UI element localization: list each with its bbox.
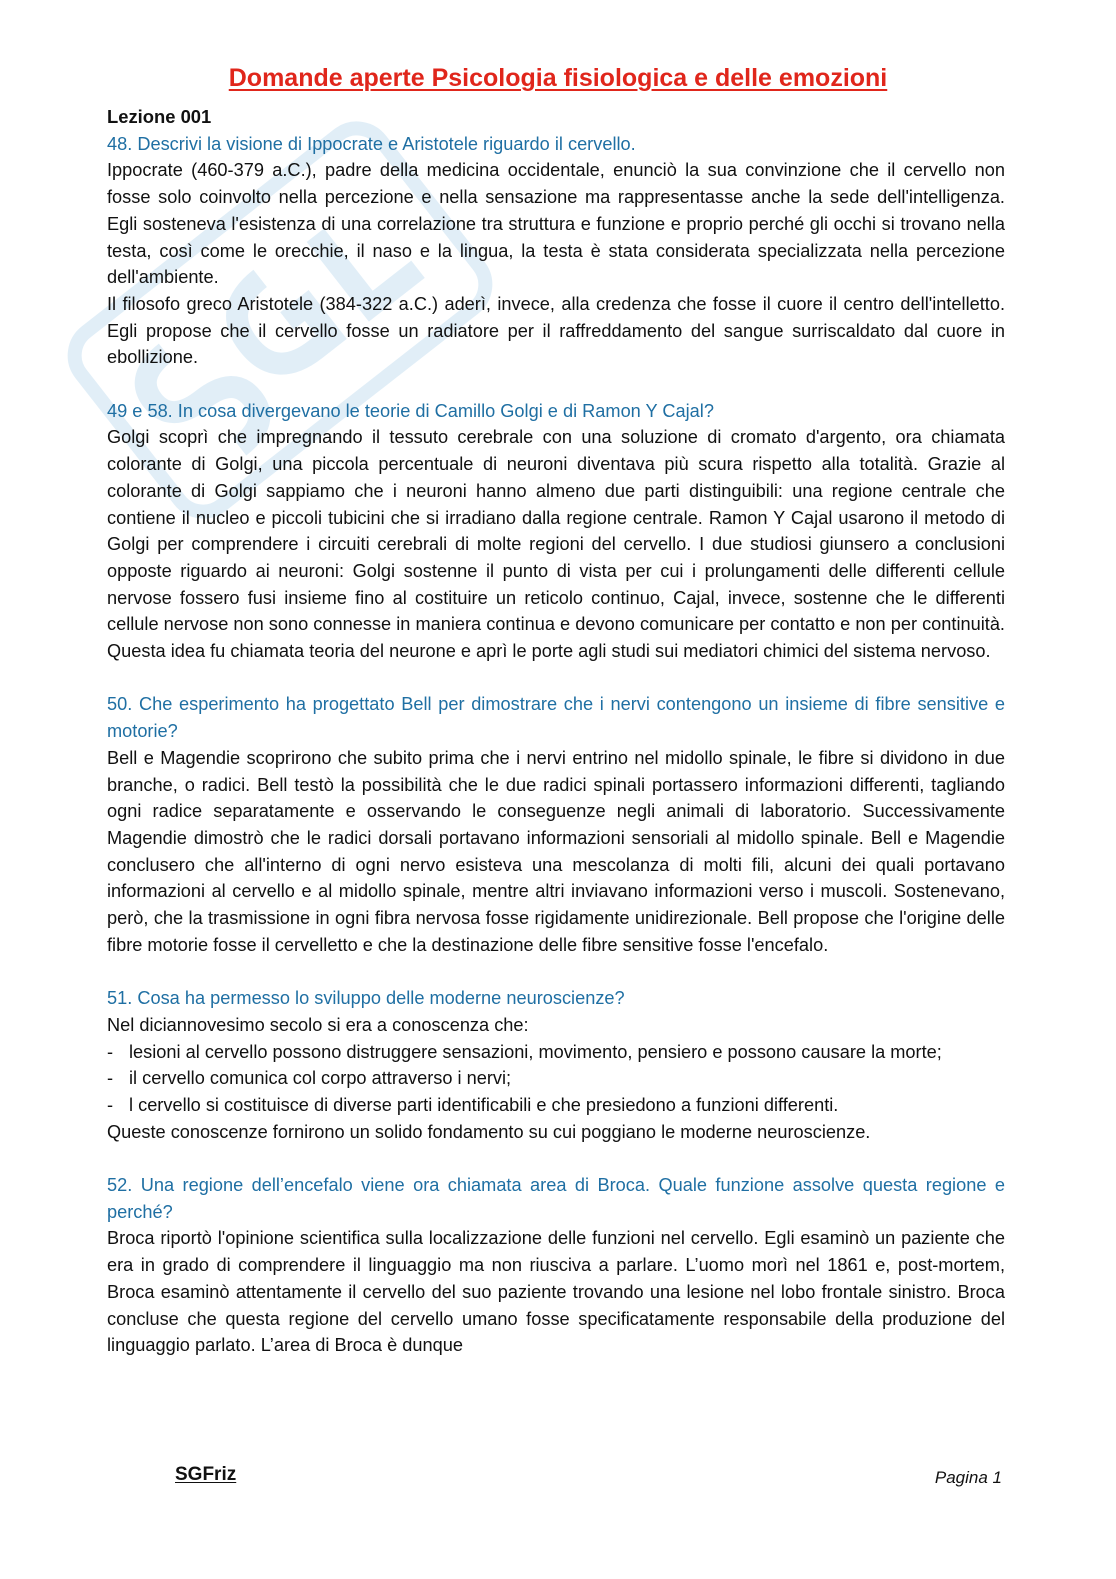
- document-body: [107, 104, 1005, 1359]
- page-number: Pagina 1: [934, 1468, 1002, 1487]
- list-item: - il cervello comunica col corpo attraverso i nervi;: [107, 1065, 1005, 1092]
- lesson-heading: Lezione 001: [107, 106, 212, 127]
- footer-author: SGFriz: [175, 1464, 237, 1485]
- answer-paragraph: Golgi scoprì che impregnando il tessuto cerebrale con una soluzione di cromato d'argento, ora chiamata colorante di Golgi, una piccola percentuale di neuroni diventava più scura rispetto alla totalità. Grazie al colorante di Golgi sappiamo che i neuroni hanno almeno due parti distinguibili: una regione centrale che contiene il nucleo e piccoli tubicini che si irradiano dalla regione centrale. Ramon Y Cajal usarono il metodo di Golgi per comprendere i circuiti cerebrali di molte regioni del cervello. I due studiosi giunsero a conclusioni opposte riguardo ai neuroni: Golgi sostenne il punto di vista per cui i prolungamenti delle differenti cellule nervose fossero fusi insieme fino al costituire un reticolo continuo, Cajal, invece, sostenne che le differenti cellule nervose non sono connesse in maniera continua e devono comunicare per contatto e non per continuità. Questa idea fu chiamata teoria del neurone e aprì le porte agli studi sui mediatori chimici del sistema nervoso.: [107, 427, 1005, 662]
- dash-list: [107, 1039, 1005, 1119]
- answer-paragraph: Bell e Magendie scoprirono che subito prima che i nervi entrino nel midollo spinale, le fibre si dividono in due branche, o radici. Bell testò la possibilità che le due radici spinali portassero informazioni differenti, tagliando ogni radice separatamente e osservando le conseguenze negli animali di laboratorio. Successivamente Magendie dimostrò che le radici dorsali portavano informazioni sensoriali al midollo spinale. Bell e Magendie conclusero che all'interno di ogni nervo esisteva una mescolanza di molti fili, alcuni dei quali portavano informazioni al cervello e al midollo spinale, mentre altri inviavano informazioni verso i muscoli. Sostenevano, però, che la trasmissione in ogni fibra nervosa fosse rigidamente unidirezionale. Bell propose che l'origine delle fibre motorie fosse il cervelletto e che la destinazione delle fibre sensitive fosse l'encefalo.: [107, 747, 1005, 955]
- page-title: Domande aperte Psicologia fisiologica e delle emozioni: [228, 64, 888, 92]
- answer-intro: Nel diciannovesimo secolo si era a conoscenza che:: [107, 1014, 529, 1035]
- question-heading: 49 e 58. In cosa divergevano le teorie di Camillo Golgi e di Ramon Y Cajal?: [107, 400, 714, 421]
- answer-outro: Queste conoscenze fornirono un solido fondamento su cui poggiano le moderne neuroscienze.: [107, 1121, 871, 1142]
- list-item: - lesioni al cervello possono distruggere sensazioni, movimento, pensiero e possono causare la morte;: [107, 1039, 1005, 1066]
- list-item: - l cervello si costituisce di diverse parti identificabili e che presiedono a funzioni differenti.: [107, 1092, 1005, 1119]
- question-heading: 50. Che esperimento ha progettato Bell per dimostrare che i nervi contengono un insieme di fibre sensitive e motorie?: [107, 694, 1005, 742]
- answer-paragraph: Il filosofo greco Aristotele (384-322 a.C.) aderì, invece, alla credenza che fosse il cuore il centro dell'intelletto. Egli propose che il cervello fosse un radiatore per il raffreddamento del sangue surriscaldato dal cuore in ebollizione.: [107, 293, 1005, 368]
- question-heading: 51. Cosa ha permesso lo sviluppo delle moderne neuroscienze?: [107, 988, 625, 1009]
- answer-paragraph: Broca riportò l'opinione scientifica sulla localizzazione delle funzioni nel cervello. Egli esaminò un paziente che era in grado di comprendere il linguaggio ma non riusciva a parlare. L’uomo morì nel 1861 e, post-mortem, Broca esaminò attentamente il cervello del suo paziente trovando una lesione nel lobo frontale sinistro. Broca concluse che questa regione del cervello umano fosse specificatamente responsabile della produzione del linguaggio parlato. L’area di Broca è dunque: [107, 1228, 1005, 1356]
- question-heading: 52. Una regione dell’encefalo viene ora chiamata area di Broca. Quale funzione assolve questa regione e perché?: [107, 1175, 1005, 1222]
- answer-paragraph: Ippocrate (460-379 a.C.), padre della medicina occidentale, enunciò la sua convinzione che il cervello non fosse solo coinvolto nella percezione e nella sensazione ma rappresentasse anche la sede dell'intelligenza. Egli sosteneva l'esistenza di una correlazione tra struttura e funzione e proprio perché gli occhi si trovano nella testa, così come le orecchie, il naso e la lingua, la testa è stata considerata specializzata nella percezione dell'ambiente.: [107, 160, 1005, 288]
- question-heading: 48. Descrivi la visione di Ippocrate e Aristotele riguardo il cervello.: [107, 133, 636, 154]
